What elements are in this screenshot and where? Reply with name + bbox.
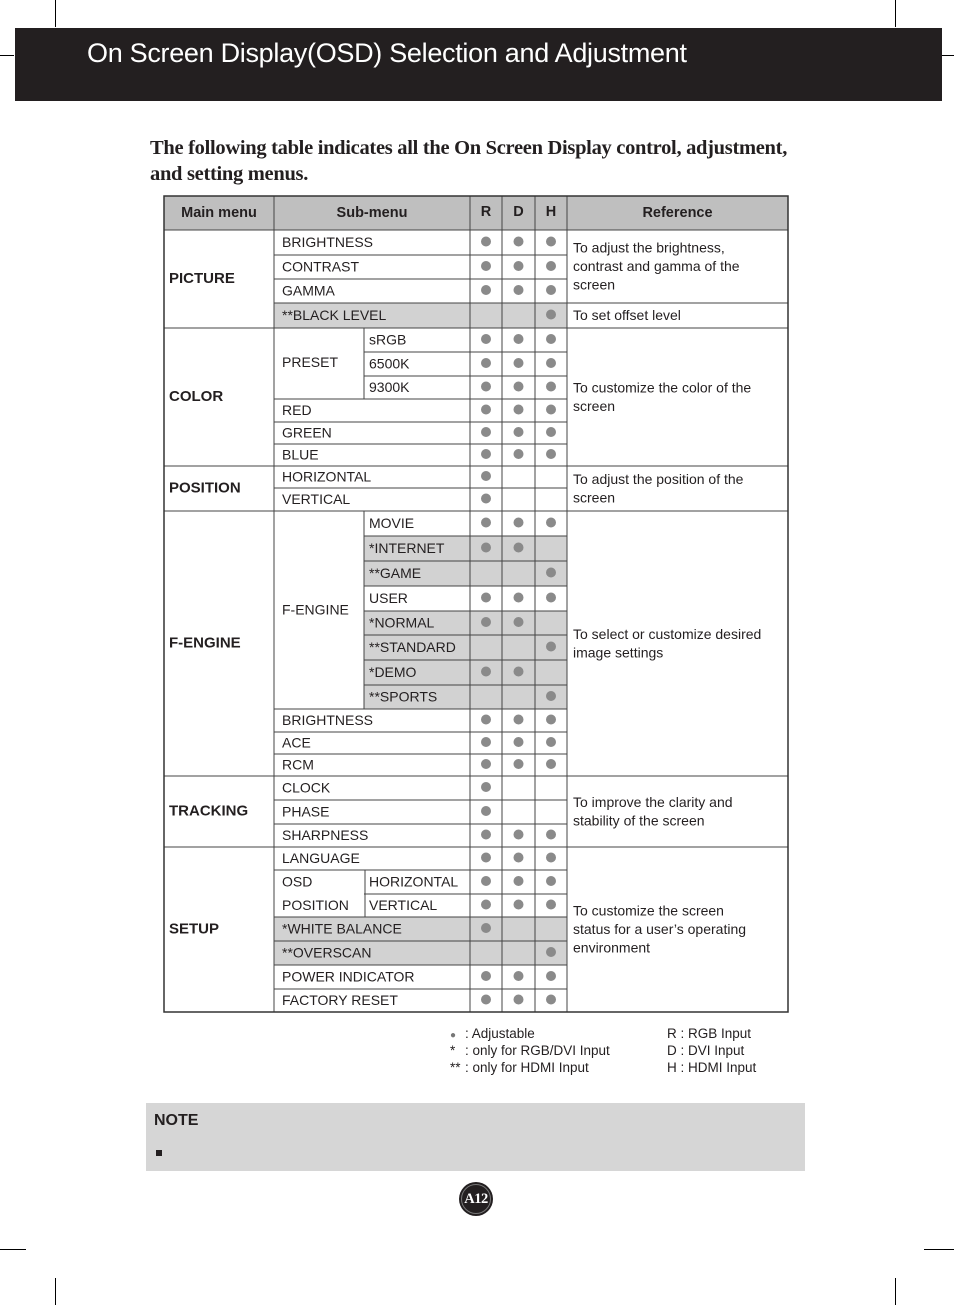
adjustable-dot-icon	[546, 900, 556, 910]
adjustable-dot-icon	[546, 876, 556, 886]
legend-hdmi-text: : only for HDMI Input	[465, 1060, 589, 1075]
submenu-label-red: RED	[282, 402, 312, 419]
adjustable-dot-icon	[546, 737, 556, 747]
adjustable-dot-icon	[514, 449, 524, 459]
adjustable-dot-icon	[546, 334, 556, 344]
submenu-group-preset: PRESET	[282, 354, 339, 371]
adjustable-dot-icon	[481, 923, 491, 933]
header-reference: Reference	[642, 204, 713, 221]
adjustable-dot-icon	[481, 334, 491, 344]
legend-rgb-dvi-text: : only for RGB/DVI Input	[465, 1043, 610, 1058]
submenu-group-fengine: F-ENGINE	[282, 601, 349, 618]
submenu-group-osd-position: POSITION	[282, 897, 349, 914]
adjustable-dot-icon	[481, 737, 491, 747]
adjustable-dot-icon	[481, 285, 491, 295]
reference-text-fengine: image settings	[573, 644, 664, 661]
adjustable-dot-icon	[514, 667, 524, 677]
adjustable-dot-icon	[514, 358, 524, 368]
header-r: R	[480, 203, 492, 220]
submenu-label-white-balance: *WHITE BALANCE	[282, 920, 402, 937]
adjustable-dot-icon	[481, 971, 491, 981]
adjustable-dot-icon	[546, 358, 556, 368]
adjustable-dot-icon	[546, 285, 556, 295]
header-sub-menu: Sub-menu	[336, 204, 408, 221]
submenu-label-brightness: BRIGHTNESS	[282, 234, 374, 251]
submenu-label-ace: ACE	[282, 734, 311, 751]
adjustable-dot-icon	[481, 715, 491, 725]
adjustable-dot-icon	[546, 310, 556, 320]
adjustable-dot-icon	[546, 568, 556, 578]
note-title: NOTE	[154, 1112, 199, 1129]
adjustable-dot-icon	[514, 853, 524, 863]
legend-row-rgb-dvi	[450, 1042, 610, 1059]
adjustable-dot-icon	[514, 382, 524, 392]
adjustable-dot-icon	[514, 261, 524, 271]
submenu-label-osd-horizontal: HORIZONTAL	[369, 873, 459, 890]
submenu-label-demo: *DEMO	[369, 664, 417, 681]
legend-adjustable-text: : Adjustable	[465, 1026, 535, 1041]
submenu-label-osd-vertical: VERTICAL	[369, 897, 438, 914]
reference-text-fengine: To select or customize desired	[573, 625, 762, 642]
submenu-label-movie: MOVIE	[369, 515, 415, 532]
reference-text-picture: To adjust the brightness,	[573, 239, 725, 256]
adjustable-dot-icon	[514, 715, 524, 725]
adjustable-dot-icon	[546, 971, 556, 981]
adjustable-dot-icon	[514, 617, 524, 627]
submenu-label-sharpness: SHARPNESS	[282, 827, 369, 844]
main-menu-picture: PICTURE	[169, 269, 235, 287]
reference-text-position: screen	[573, 489, 616, 506]
submenu-label-overscan: **OVERSCAN	[282, 944, 372, 961]
submenu-label-standard: **STANDARD	[369, 639, 456, 656]
adjustable-dot-icon	[481, 449, 491, 459]
adjustable-dot-icon	[481, 518, 491, 528]
adjustable-dot-icon	[546, 715, 556, 725]
adjustable-dot-icon	[514, 518, 524, 528]
submenu-label-green: GREEN	[282, 424, 332, 441]
legend-row-hdmi	[450, 1059, 610, 1076]
adjustable-dot-icon	[546, 995, 556, 1005]
reference-text-position: To adjust the position of the	[573, 470, 744, 487]
submenu-label-game: **GAME	[369, 565, 422, 582]
submenu-label-normal: *NORMAL	[369, 614, 435, 631]
submenu-label-rcm: RCM	[282, 756, 314, 773]
adjustable-dot-icon	[481, 405, 491, 415]
legend-input-rgb: R : RGB Input	[667, 1026, 752, 1041]
adjustable-dot-icon	[514, 593, 524, 603]
main-menu-position: POSITION	[169, 479, 241, 497]
adjustable-dot-icon	[546, 518, 556, 528]
adjustable-dot-icon	[481, 830, 491, 840]
submenu-label-contrast: CONTRAST	[282, 258, 359, 275]
main-menu-setup: SETUP	[169, 920, 220, 938]
adjustable-dot-icon	[514, 876, 524, 886]
adjustable-dot-icon	[481, 427, 491, 437]
adjustable-dot-icon	[481, 876, 491, 886]
adjustable-dot-icon	[481, 494, 491, 504]
main-menu-color: COLOR	[169, 387, 224, 405]
reference-text-setup: To customize the screen	[573, 902, 724, 919]
adjustable-dot-icon	[481, 853, 491, 863]
submenu-label-fe-brightness: BRIGHTNESS	[282, 712, 374, 729]
submenu-label-horizontal: HORIZONTAL	[282, 468, 372, 485]
submenu-label-6500k: 6500K	[369, 355, 410, 372]
adjustable-dot-icon	[481, 759, 491, 769]
reference-text-black-level: To set offset level	[573, 307, 681, 324]
adjustable-dot-icon	[481, 471, 491, 481]
adjustable-dot-icon	[514, 830, 524, 840]
adjustable-dot-icon	[481, 900, 491, 910]
adjustable-dot-icon	[546, 853, 556, 863]
adjustable-dot-icon	[514, 900, 524, 910]
submenu-label-internet: *INTERNET	[369, 540, 445, 557]
submenu-label-user: USER	[369, 590, 408, 607]
reference-text-picture: contrast and gamma of the	[573, 258, 740, 275]
main-menu-fengine: F-ENGINE	[169, 634, 241, 652]
legend-symbols	[450, 1025, 610, 1076]
reference-text-picture: screen	[573, 276, 616, 293]
adjustable-dot-icon	[546, 449, 556, 459]
reference-text-tracking: stability of the screen	[573, 812, 705, 829]
legend-dot-symbol: ●	[450, 1030, 457, 1041]
reference-text-setup: status for a user’s operating	[573, 921, 747, 938]
adjustable-dot-icon	[514, 995, 524, 1005]
submenu-label-factory-reset: FACTORY RESET	[282, 992, 398, 1009]
adjustable-dot-icon	[514, 405, 524, 415]
adjustable-dot-icon	[546, 691, 556, 701]
adjustable-dot-icon	[481, 382, 491, 392]
submenu-label-sports: **SPORTS	[369, 688, 438, 705]
main-menu-tracking: TRACKING	[169, 802, 249, 820]
adjustable-dot-icon	[514, 427, 524, 437]
legend-inputs	[667, 1025, 756, 1076]
legend-double-star-symbol: **	[450, 1060, 461, 1075]
adjustable-dot-icon	[546, 405, 556, 415]
adjustable-dot-icon	[514, 543, 524, 553]
adjustable-dot-icon	[514, 285, 524, 295]
adjustable-dot-icon	[546, 947, 556, 957]
adjustable-dot-icon	[546, 382, 556, 392]
adjustable-dot-icon	[481, 806, 491, 816]
legend-row-adjustable	[450, 1025, 610, 1042]
adjustable-dot-icon	[514, 334, 524, 344]
note-box	[146, 1103, 805, 1171]
submenu-label-power-indicator: POWER INDICATOR	[282, 968, 415, 985]
adjustable-dot-icon	[546, 642, 556, 652]
adjustable-dot-icon	[546, 593, 556, 603]
reference-text-color: screen	[573, 397, 616, 414]
submenu-label-9300k: 9300K	[369, 379, 410, 396]
legend-input-dvi: D : DVI Input	[667, 1043, 745, 1058]
submenu-group-osd: OSD	[282, 873, 313, 890]
submenu-label-clock: CLOCK	[282, 779, 331, 796]
adjustable-dot-icon	[481, 237, 491, 247]
submenu-label-blue: BLUE	[282, 446, 319, 463]
page-number-badge: A12	[459, 1182, 493, 1216]
adjustable-dot-icon	[481, 995, 491, 1005]
submenu-label-language: LANGUAGE	[282, 850, 360, 867]
submenu-label-srgb: sRGB	[369, 331, 407, 348]
reference-text-tracking: To improve the clarity and	[573, 793, 733, 810]
intro-text: The following table indicates all the On Screen Display control, adjustment, and setting menus.	[150, 137, 788, 185]
adjustable-dot-icon	[481, 261, 491, 271]
adjustable-dot-icon	[546, 427, 556, 437]
submenu-label-black-level: **BLACK LEVEL	[282, 307, 387, 324]
submenu-label-gamma: GAMMA	[282, 282, 335, 299]
adjustable-dot-icon	[546, 759, 556, 769]
adjustable-dot-icon	[481, 593, 491, 603]
submenu-label-phase: PHASE	[282, 803, 330, 820]
page-title: On Screen Display(OSD) Selection and Adjustment	[87, 38, 687, 68]
header-h: H	[545, 203, 557, 220]
adjustable-dot-icon	[546, 237, 556, 247]
adjustable-dot-icon	[481, 543, 491, 553]
adjustable-dot-icon	[546, 830, 556, 840]
adjustable-dot-icon	[481, 667, 491, 677]
adjustable-dot-icon	[514, 237, 524, 247]
adjustable-dot-icon	[514, 737, 524, 747]
header-d: D	[513, 203, 524, 220]
adjustable-dot-icon	[481, 358, 491, 368]
legend-star-symbol: *	[450, 1043, 456, 1058]
adjustable-dot-icon	[514, 971, 524, 981]
reference-text-color: To customize the color of the	[573, 379, 752, 396]
adjustable-dot-icon	[481, 782, 491, 792]
note-bullet-icon	[156, 1150, 162, 1156]
reference-text-setup: environment	[573, 939, 651, 956]
adjustable-dot-icon	[481, 617, 491, 627]
legend-input-hdmi: H : HDMI Input	[667, 1060, 757, 1075]
header-main-menu: Main menu	[181, 204, 257, 221]
adjustable-dot-icon	[514, 759, 524, 769]
submenu-label-vertical: VERTICAL	[282, 491, 351, 508]
adjustable-dot-icon	[546, 261, 556, 271]
